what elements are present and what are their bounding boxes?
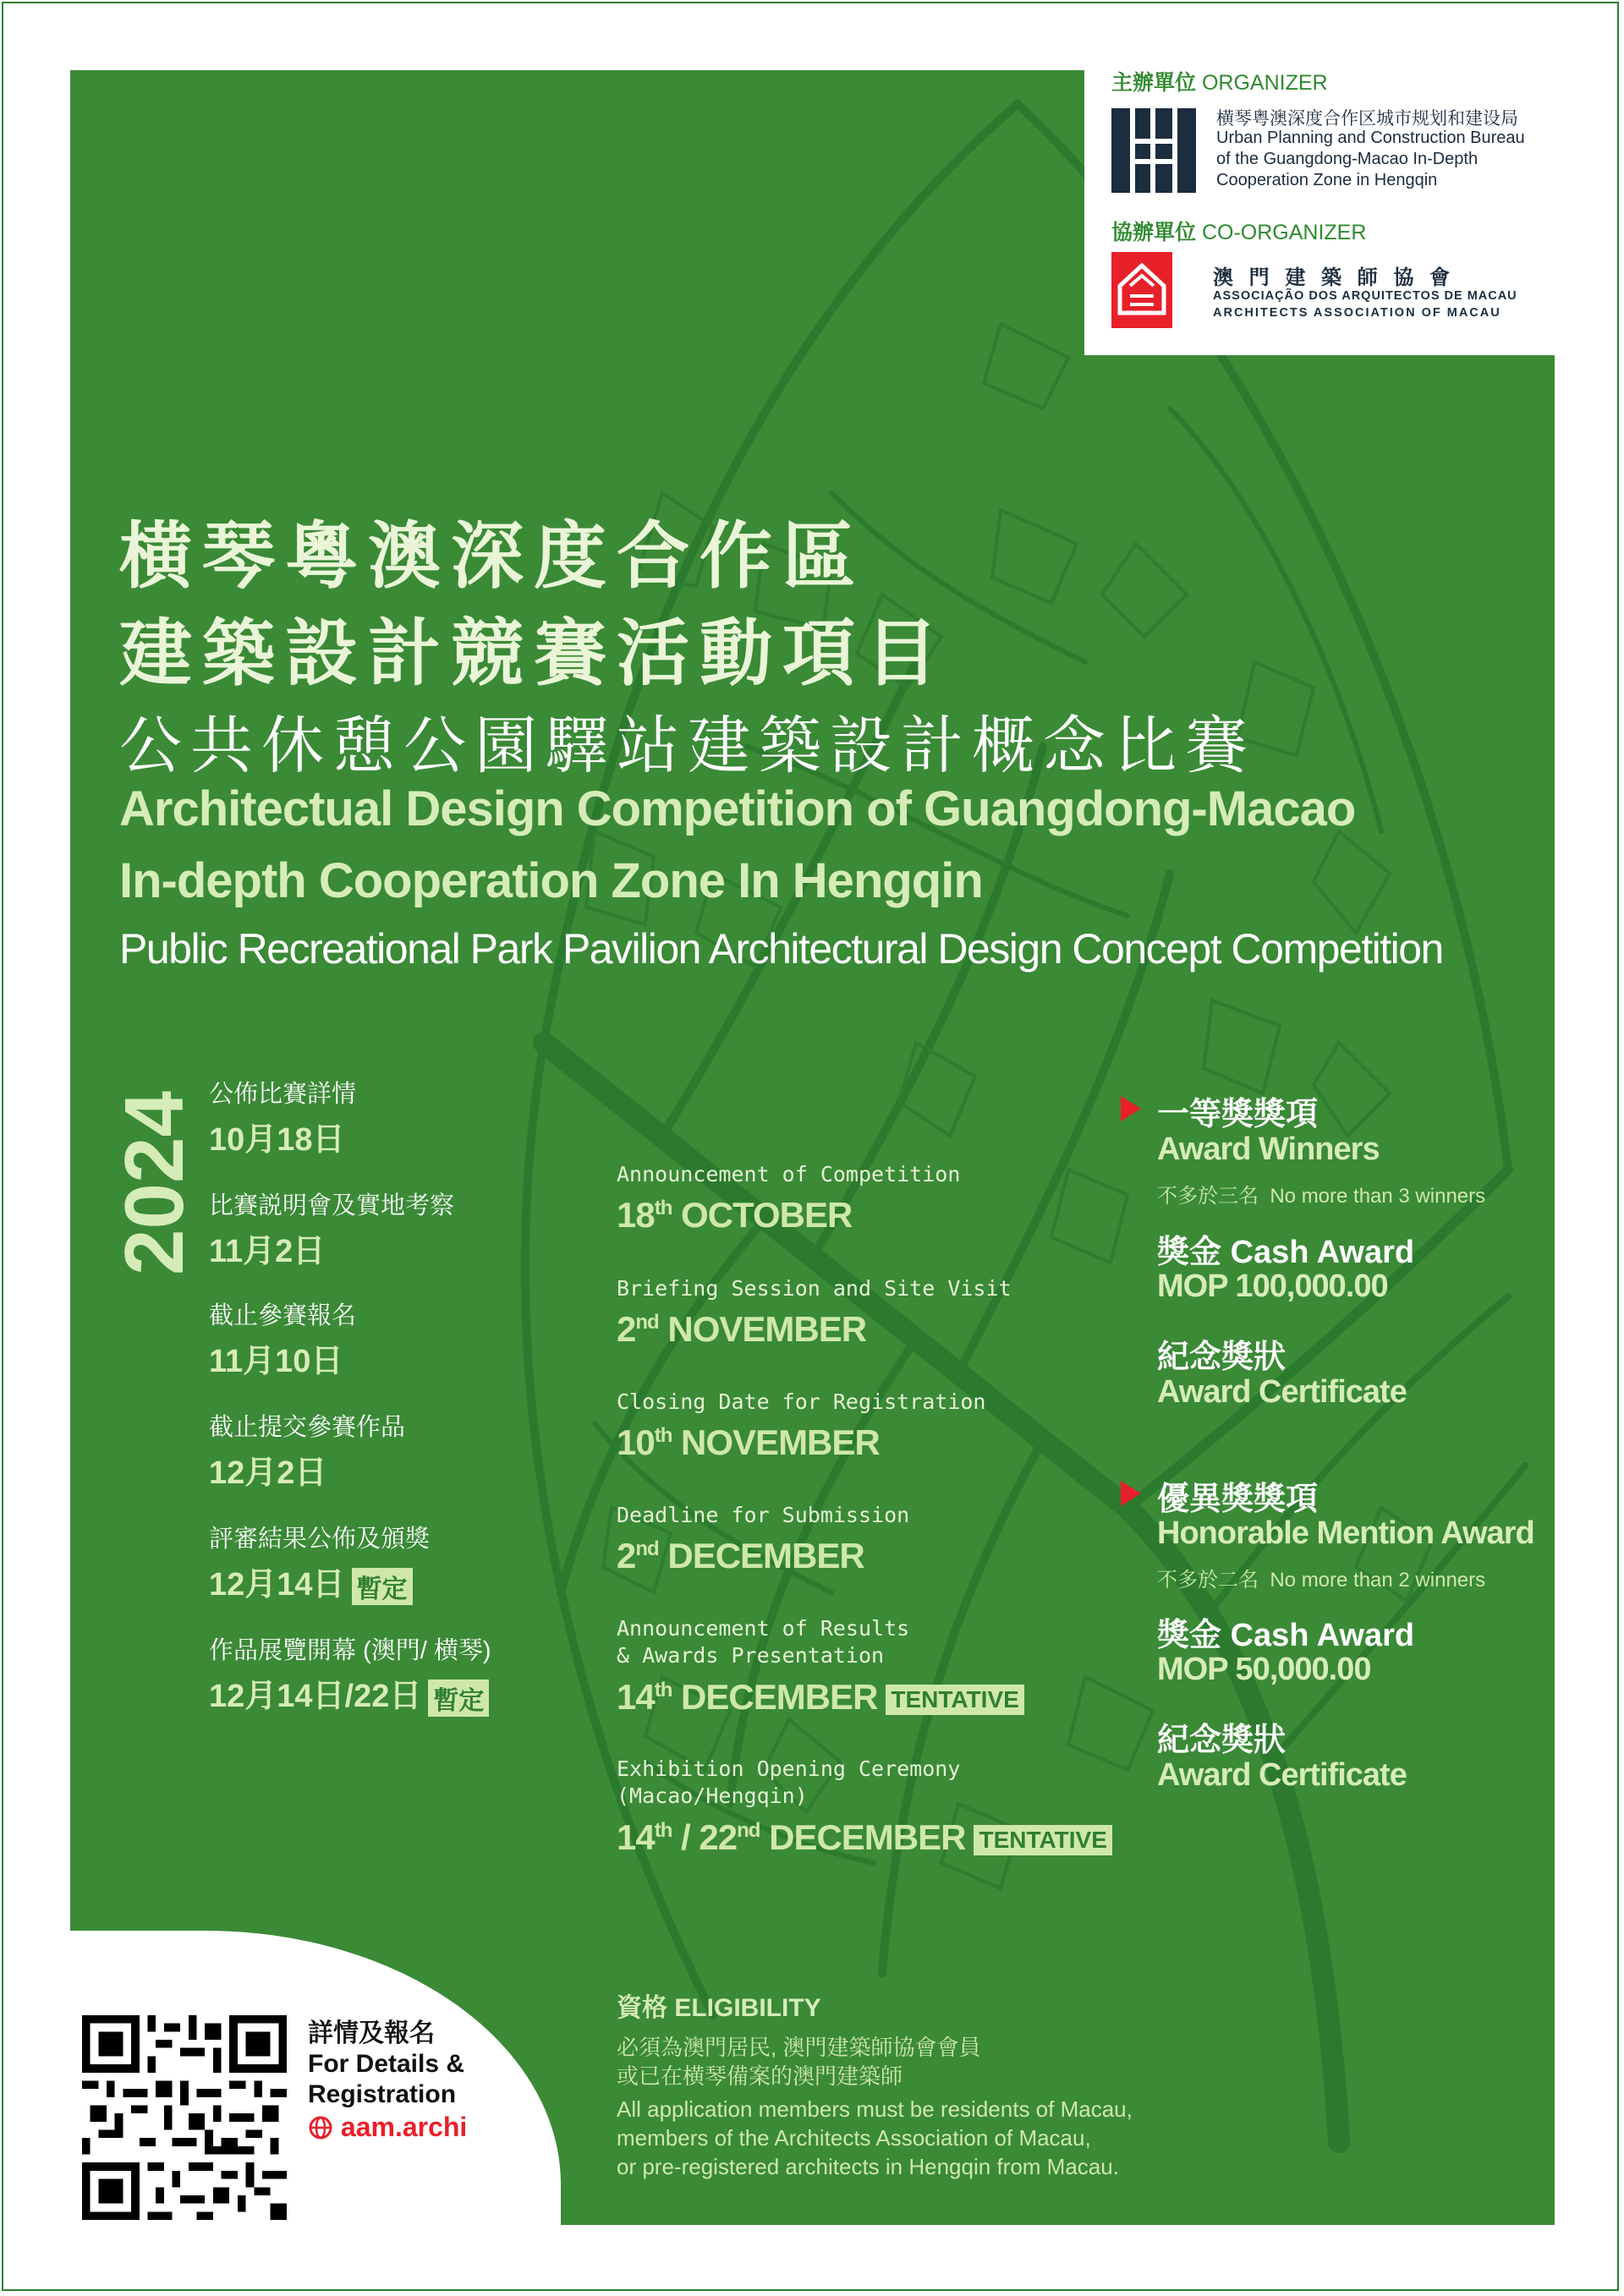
title-en-line3: Public Recreational Park Pavilion Architectural Design Concept Competition [119,925,1443,973]
aam-logo [1111,252,1172,328]
date-day: 2 [617,1309,636,1349]
organizer-label [1111,66,1328,96]
award-limit [1157,1563,1485,1592]
zh-schedule-label: 截止參賽報名 [209,1302,357,1329]
year-wrap [107,1081,200,1275]
en-schedule-date [617,1677,1024,1718]
date-day: 14 [617,1817,655,1857]
date-month: DECEMBER [681,1677,878,1717]
certificate-en: Award Certificate [1157,1374,1407,1410]
certificate-en: Award Certificate [1157,1757,1407,1793]
cash-zh: 獎金 [1157,1618,1222,1653]
cash-en: Cash Award [1230,1618,1415,1653]
organizer-name-en-line: of the Guangdong-Macao In-Depth [1216,150,1479,168]
en-schedule-date [617,1195,852,1236]
eligibility-zh-line: 必須為澳門居民, 澳門建築師協會會員 [617,2035,981,2060]
zh-schedule-date [209,1558,413,1605]
aam-logo-mark [1111,252,1172,328]
date-month: NOVEMBER [667,1309,867,1349]
co-organizer-label-en: CO-ORGANIZER [1201,221,1367,244]
en-schedule-label: Announcement of Competition [617,1162,961,1186]
cash-zh: 獎金 [1157,1235,1222,1270]
red-triangle-icon [1121,1096,1141,1121]
en-schedule-label: Exhibition Opening Ceremony (Macao/Hengqin) [617,1756,961,1808]
en-schedule-label: Announcement of Results & Awards Presentation [617,1616,910,1668]
co-organizer-label-zh: 協辦單位 [1111,221,1197,244]
year-label: 2024 [107,1090,200,1275]
zh-schedule-date: 10月18日 [209,1122,345,1158]
organizer-label-zh: 主辦單位 [1111,71,1197,95]
website-link[interactable] [308,2112,467,2143]
date-month: OCTOBER [681,1195,853,1235]
en-schedule-label: Briefing Session and Site Visit [617,1276,1012,1301]
tentative-badge: TENTATIVE [974,1825,1111,1855]
organizer-box [1084,63,1555,355]
zh-schedule-label: 比賽説明會及實地考察 [209,1192,455,1219]
registration-en-line1: For Details & [308,2050,465,2078]
cash-amount: MOP 100,000.00 [1157,1269,1388,1304]
en-schedule-date [617,1309,866,1350]
red-triangle-icon [1121,1481,1141,1506]
cash-award-label [1157,1225,1414,1272]
bureau-logo [1111,108,1196,193]
qr-code[interactable] [82,2015,287,2220]
date-month: NOVEMBER [681,1422,880,1462]
award-limit [1157,1179,1485,1208]
award-limit-zh: 不多於二名 [1157,1569,1259,1592]
date-suffix: nd [737,1819,760,1842]
en-schedule-label: Deadline for Submission [617,1503,910,1527]
registration-en-line2: Registration [308,2080,457,2108]
cash-en: Cash Award [1230,1235,1415,1270]
zh-schedule-label: 截止提交參賽作品 [209,1414,406,1441]
co-organizer-name-zh: 澳 門 建 築 師 協 會 [1213,266,1456,289]
en-schedule-date [617,1422,880,1463]
date-day: 18 [617,1195,655,1235]
zh-schedule-date: 11月10日 [209,1344,343,1379]
award-limit-en: No more than 2 winners [1270,1569,1486,1592]
website-text: aam.archi [340,2112,468,2142]
tentative-badge-zh: 暫定 [352,1568,413,1605]
date-suffix: th [654,1679,672,1701]
organizer-name-en-line: Urban Planning and Construction Bureau [1216,129,1525,147]
title-en-line1: Architectual Design Competition of Guangdong-Macao [119,781,1356,836]
date-suffix: th [654,1424,672,1447]
co-organizer-label [1111,216,1366,246]
zh-schedule-date [209,1669,489,1717]
date-suffix: nd [635,1311,659,1334]
zh-schedule-label: 作品展覽開幕 (澳門/ 横琴) [209,1637,491,1664]
certificate-zh: 紀念獎狀 [1157,1723,1287,1758]
registration-zh: 詳情及報名 [308,2019,435,2047]
eligibility-heading [617,1986,821,2024]
poster [70,70,1555,2225]
globe-icon [308,2115,333,2140]
title-zh-line3: 公共休憩公園驛站建築設計概念比賽 [119,710,1256,781]
zh-schedule-date: 11月2日 [209,1234,326,1269]
award-title-en: Award Winners [1157,1132,1380,1167]
date-day: 14 [617,1677,655,1717]
zh-schedule-label: 評審結果公佈及頒獎 [209,1526,431,1553]
zh-schedule-label: 公佈比賽詳情 [209,1081,357,1108]
award-title-en: Honorable Mention Award [1157,1515,1534,1551]
title-zh-line1: 横琴粵澳深度合作區 [119,516,865,597]
award-limit-en: No more than 3 winners [1270,1185,1486,1208]
date-day: 22 [699,1817,738,1857]
date-suffix: th [654,1819,672,1842]
eligibility-en-line: or pre-registered architects in Hengqin from Macau. [617,2154,1119,2179]
certificate-zh: 紀念獎狀 [1157,1340,1287,1375]
en-schedule-date: 14th / 22nd DECEMBER TENTATIVE [617,1817,1112,1858]
award-title-zh: 一等獎獎項 [1157,1097,1319,1132]
en-schedule-label: Closing Date for Registration [617,1389,986,1414]
zh-schedule-date: 12月2日 [209,1455,327,1491]
award-limit-zh: 不多於三名 [1157,1185,1259,1208]
eligibility-en-line: All application members must be residents of Macau, [617,2096,1133,2122]
cash-award-label [1157,1608,1414,1655]
eligibility-en-line: members of the Architects Association of Macau, [617,2125,1091,2151]
organizer-name-zh: 横琴粤澳深度合作区城市规划和建设局 [1216,109,1518,129]
cash-amount: MOP 50,000.00 [1157,1652,1371,1687]
co-organizer-name-en: ARCHITECTS ASSOCIATION OF MACAU [1213,306,1501,320]
zh-date-text: 12月14日 [209,1567,345,1603]
date-day: 10 [617,1422,655,1462]
date-month: DECEMBER [667,1536,864,1575]
date-month: DECEMBER [769,1817,966,1857]
award-title-zh: 優異獎獎項 [1157,1482,1319,1517]
co-organizer-name-pt: ASSOCIAÇÃO DOS ARQUITECTOS DE MACAU [1213,289,1517,303]
date-suffix: nd [635,1537,659,1560]
organizer-label-en: ORGANIZER [1201,71,1328,95]
tentative-badge-zh: 暫定 [428,1680,489,1717]
eligibility-heading-zh: 資格 [617,1994,667,2022]
zh-date-text: 12月14日/22日 [209,1679,422,1714]
en-schedule-date [617,1536,864,1576]
title-en-line2: In-depth Cooperation Zone In Hengqin [119,853,983,908]
title-zh-line2: 建築設計競賽活動項目 [119,613,948,694]
date-suffix: th [654,1197,672,1219]
date-day: 2 [617,1536,636,1575]
tentative-badge: TENTATIVE [886,1685,1023,1715]
eligibility-zh-line: 或已在横琴備案的澳門建築師 [617,2063,903,2089]
organizer-name-en-line: Cooperation Zone in Hengqin [1216,171,1438,189]
eligibility-heading-en: ELIGIBILITY [674,1994,821,2022]
